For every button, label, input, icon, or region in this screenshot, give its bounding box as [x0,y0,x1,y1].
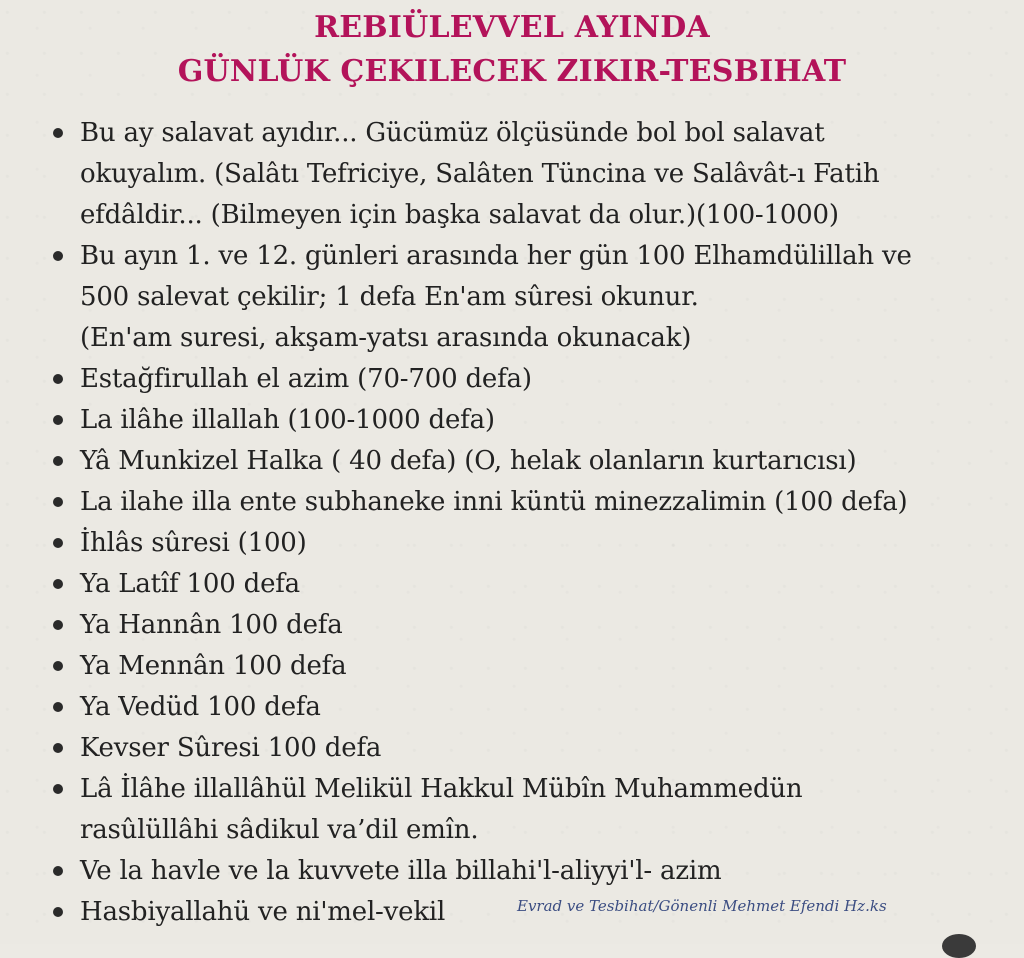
list-item-text: Bu ayın 1. ve 12. günleri arasında her gün 100 Elhamdülillah ve 500 salevat çekilir; 1 defa En'am sûresi okunur. (En'am suresi, akşam-yatsı arasında okunacak) [80,241,912,353]
list-item [80,523,1016,564]
list-item-text: La ilahe illa ente subhaneke inni küntü minezzalimin (100 defa) [80,487,908,517]
list-item [80,687,1016,728]
bullet-icon [53,702,63,712]
list-item [80,769,1016,851]
bullet-icon [53,415,63,425]
list-item [80,236,1016,359]
list-item-text: Ya Vedüd 100 defa [80,692,321,722]
bullet-icon [53,784,63,794]
list-item [80,851,1016,892]
list-item [80,359,1016,400]
bullet-icon [53,128,63,138]
corner-button-icon[interactable] [942,934,976,958]
list-item-text: Ya Hannân 100 defa [80,610,343,640]
list-item-text: Ve la havle ve la kuvvete illa billahi'l-aliyyi'l- azim [80,856,722,886]
bullet-icon [53,743,63,753]
source-credit: Evrad ve Tesbihat/Gönenli Mehmet Efendi Hz.ks [517,897,887,915]
list-item [80,605,1016,646]
bullet-icon [53,907,63,917]
list-item [80,728,1016,769]
bullet-icon [53,538,63,548]
list-item-text: Bu ay salavat ayıdır... Gücümüz ölçüsünde bol bol salavat okuyalım. (Salâtı Tefriciye, Salâten Tüncina ve Salâvât-ı Fatih efdâldir... (Bilmeyen için başka salavat da olur.)(100-1000) [80,118,880,230]
bullet-icon [53,620,63,630]
bullet-icon [53,251,63,261]
list-item-text: Kevser Sûresi 100 defa [80,733,382,763]
list-item [80,482,1016,523]
list-item-text: Hasbiyallahü ve ni'mel-vekil [80,897,446,927]
list-item-text: Ya Latîf 100 defa [80,569,300,599]
title-line-1: REBIÜLEVVEL AYINDA [314,10,710,45]
list-item [80,113,1016,236]
bullet-icon [53,579,63,589]
title-line-2: GÜNLÜK ÇEKILECEK ZIKIR-TESBIHAT [177,54,847,89]
bullet-icon [53,456,63,466]
list-item-text: Yâ Munkizel Halka ( 40 defa) (O, helak olanların kurtarıcısı) [80,446,857,476]
list-item [80,646,1016,687]
bullet-icon [53,497,63,507]
zikir-list [80,113,1016,933]
list-item-text: Estağfirullah el azim (70-700 defa) [80,364,532,394]
list-item-text: La ilâhe illallah (100-1000 defa) [80,405,495,435]
list-item-text: Lâ İlâhe illallâhül Melikül Hakkul Mübîn Muhammedün rasûlüllâhi sâdikul va’dil emîn. [80,774,803,845]
list-item [80,400,1016,441]
bullet-icon [53,374,63,384]
list-item [80,441,1016,482]
list-item-text: İhlâs sûresi (100) [80,528,307,558]
page-title [0,6,1024,94]
bullet-icon [53,661,63,671]
bullet-icon [53,866,63,876]
list-item-text: Ya Mennân 100 defa [80,651,347,681]
list-item [80,564,1016,605]
